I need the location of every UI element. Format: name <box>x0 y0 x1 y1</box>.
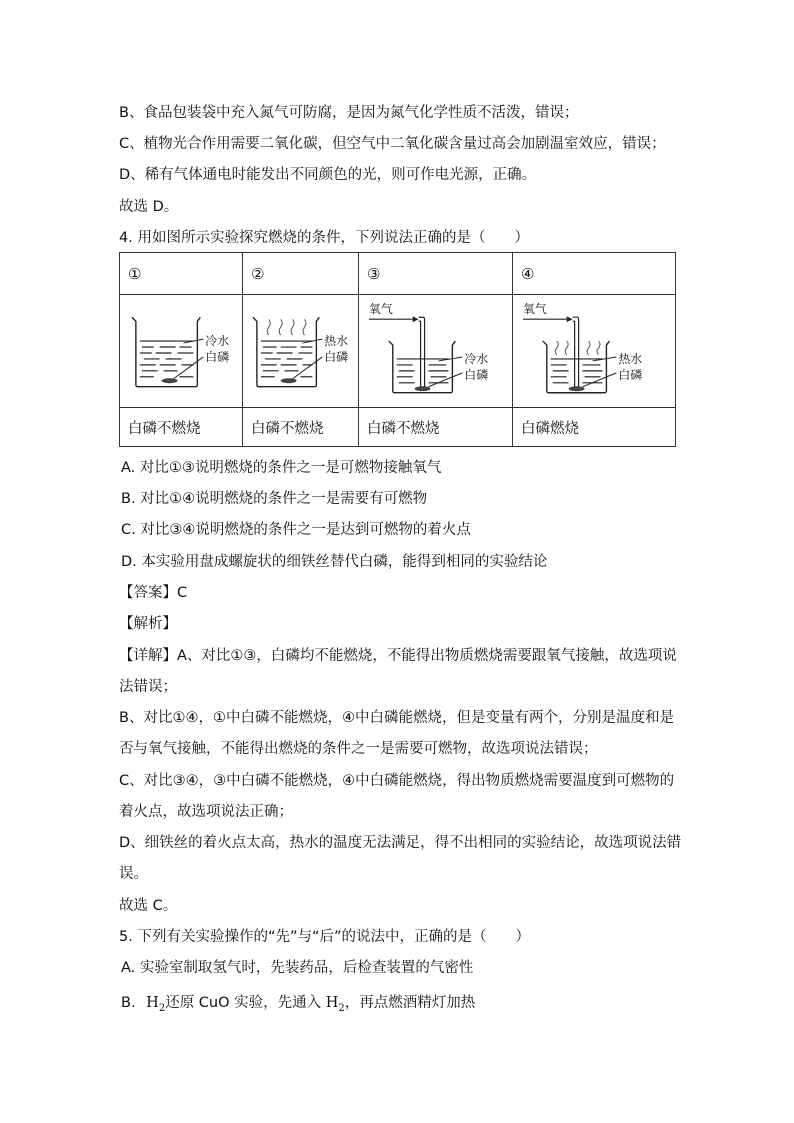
header-cell-1: ① <box>120 253 243 295</box>
option-a: A. 对比①③说明燃烧的条件之一是可燃物接触氧气 <box>121 460 442 476</box>
analysis-line: 故选 C。 <box>119 898 178 914</box>
cold-water-label: 冷水 <box>205 334 230 349</box>
white-phosphorus-label: 白磷 <box>618 367 643 382</box>
option-b: B. 对比①④说明燃烧的条件之一是需要有可燃物 <box>121 491 428 507</box>
h-symbol: H <box>146 995 159 1011</box>
result-cell-3: 白磷不燃烧 <box>359 408 513 447</box>
result-cell-1: 白磷不燃烧 <box>120 408 243 447</box>
cold-water-label: 冷水 <box>464 351 489 366</box>
diagram-cell-1 <box>120 295 243 408</box>
analysis-line: 【详解】A、对比①③，白磷均不能燃烧，不能得出物质燃烧需要跟氧气接触，故选项说 <box>119 648 677 664</box>
text-line: 故选 D。 <box>119 199 179 215</box>
header-cell-4: ④ <box>513 253 676 295</box>
question-4-stem: 4. 用如图所示实验探究燃烧的条件，下列说法正确的是（ ） <box>119 230 529 246</box>
header-cell-2: ② <box>243 253 359 295</box>
text-line: D、稀有气体通电时能发出不同颜色的光，则可作电光源，正确。 <box>119 167 537 183</box>
beaker-oxygen-hot-water-diagram <box>513 295 675 407</box>
option-b-prefix: B. <box>121 995 136 1011</box>
subscript-2: 2 <box>158 1002 166 1014</box>
result-cell-2: 白磷不燃烧 <box>243 408 359 447</box>
h2-formula <box>325 995 345 1014</box>
analysis-title: 【解析】 <box>119 616 177 632</box>
text-line: B、食品包装袋中充入氮气可防腐，是因为氮气化学性质不活泼，错误； <box>119 105 579 121</box>
analysis-line: 着火点，故选项说法正确； <box>119 804 293 820</box>
white-phosphorus-label: 白磷 <box>205 349 230 364</box>
header-cell-3: ③ <box>359 253 513 295</box>
question-5-stem: 5. 下列有关实验操作的“先”与“后”的说法中，正确的是（ ） <box>119 929 530 945</box>
h-symbol: H <box>325 995 339 1011</box>
result-cell-4: 白磷燃烧 <box>513 408 676 447</box>
option-b-end: ，再点燃酒精灯加热 <box>344 995 476 1011</box>
diagram-cell-4 <box>513 295 676 408</box>
beaker-hot-water-diagram <box>243 295 358 407</box>
beaker-oxygen-cold-water-diagram <box>359 295 512 407</box>
q5-option-a: A. 实验室制取氢气时，先装药品，后检查装置的气密性 <box>121 960 474 976</box>
analysis-line: B、对比①④，①中白磷不能燃烧，④中白磷能燃烧，但是变量有两个，分别是温度和是 <box>119 710 674 726</box>
white-phosphorus-label: 白磷 <box>464 367 489 382</box>
oxygen-label: 氧气 <box>522 302 547 317</box>
subscript-2: 2 <box>338 1002 345 1014</box>
answer-line: 【答案】C <box>119 585 188 601</box>
experiment-table <box>119 252 676 447</box>
analysis-line: 法错误； <box>119 679 177 695</box>
option-b-middle: 还原 CuO 实验，先通入 <box>165 995 322 1011</box>
text-line: C、植物光合作用需要二氧化碳，但空气中二氧化碳含量过高会加剧温室效应，错误； <box>119 136 666 152</box>
white-phosphorus-label: 白磷 <box>324 349 349 364</box>
option-d: D. 本实验用盘成螺旋状的细铁丝替代白磷，能得到相同的实验结论 <box>121 554 548 570</box>
diagram-cell-3 <box>359 295 513 408</box>
analysis-line: D、细铁丝的着火点太高，热水的温度无法满足，得不出相同的实验结论，故选项说法错 <box>119 835 682 851</box>
option-c: C. 对比③④说明燃烧的条件之一是达到可燃物的着火点 <box>121 522 471 538</box>
hot-water-label: 热水 <box>618 351 643 366</box>
analysis-line: C、对比③④，③中白磷不能燃烧，④中白磷能燃烧，得出物质燃烧需要温度到可燃物的 <box>119 773 675 789</box>
oxygen-label: 氧气 <box>368 302 393 317</box>
h2-formula <box>146 995 166 1014</box>
diagram-cell-2 <box>243 295 359 408</box>
q5-option-b <box>121 993 475 1019</box>
analysis-line: 否与氧气接触，不能得出燃烧的条件之一是需要可燃物，故选项说法错误； <box>119 741 598 757</box>
beaker-cold-water-diagram <box>120 295 242 407</box>
analysis-line: 误。 <box>119 866 148 882</box>
hot-water-label: 热水 <box>324 334 349 349</box>
